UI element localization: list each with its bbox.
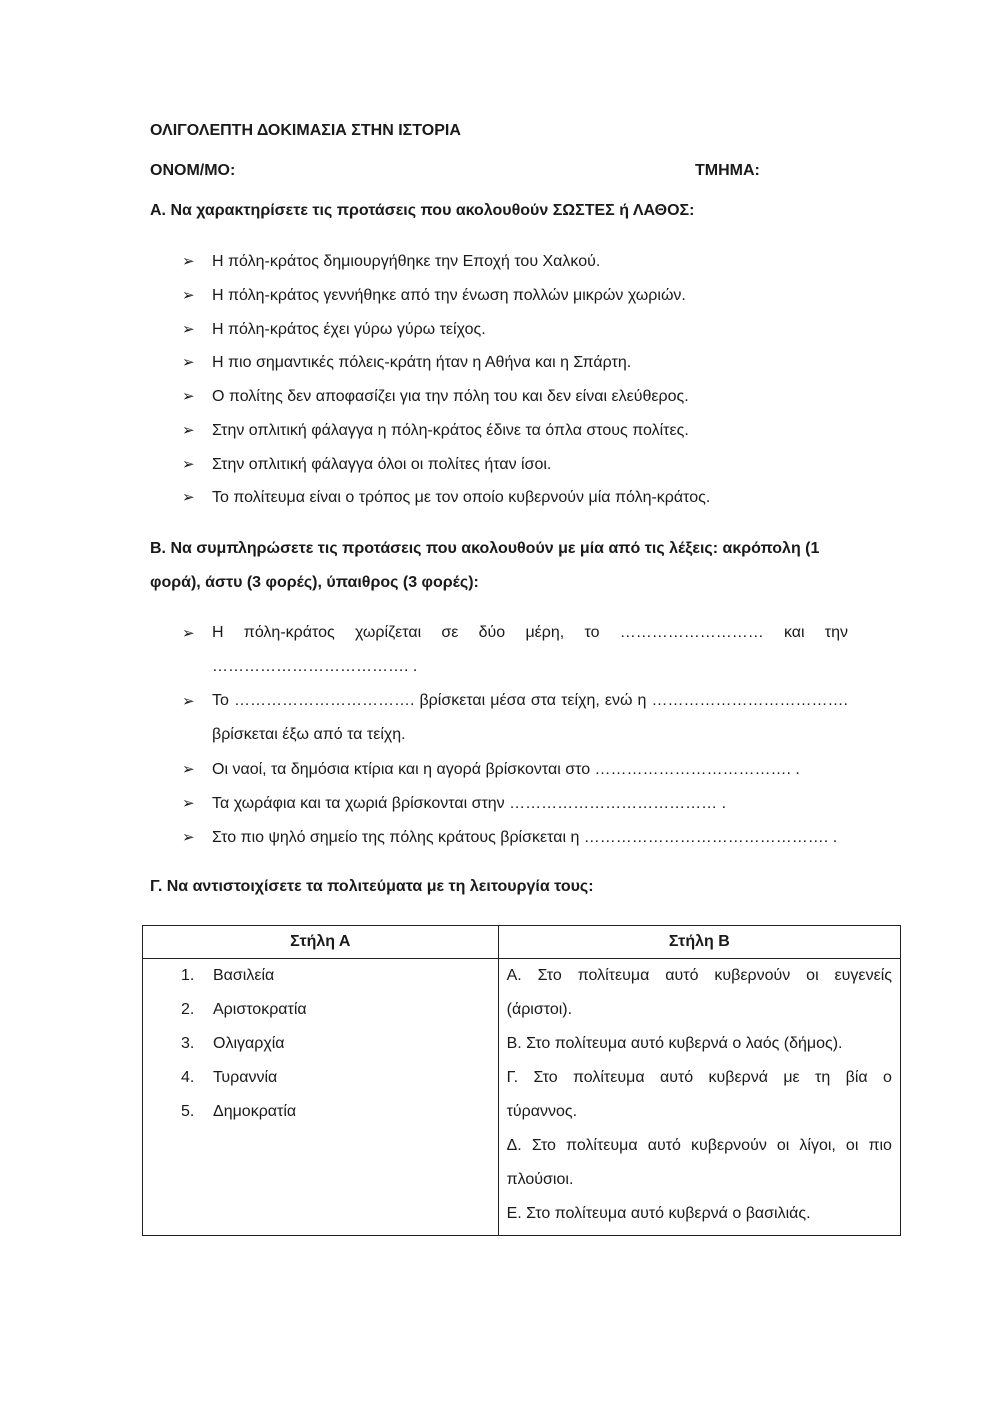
table-row: 4. Τυραννία — [181, 1069, 278, 1086]
word: οι — [776, 1137, 790, 1154]
list-item: ➢ Η πόλη-κράτος δημιουργήθηκε την Εποχή του Χαλκού. — [182, 253, 601, 270]
list-item: ➢ Στην οπλιτική φάλαγγα όλοι οι πολίτες ήταν ίσοι. — [182, 456, 552, 473]
table-row: 1. Βασιλεία — [181, 967, 275, 984]
list-item: ➢ Ο πολίτης δεν αποφασίζει για την πόλη του και δεν είναι ελεύθερος. — [182, 388, 689, 405]
word: με — [783, 1069, 800, 1086]
word: Στο — [537, 967, 562, 984]
word: πολίτευμα — [566, 1137, 638, 1154]
page-title: ΟΛΙΓΟΛΕΠΤΗ ΔΟΚΙΜΑΣΙΑ ΣΤΗΝ ΙΣΤΟΡΙΑ — [150, 122, 461, 139]
fill-in-line — [212, 624, 848, 642]
word: μέρη, — [525, 624, 565, 641]
word: ενώ — [604, 692, 633, 709]
name-label: ΟΝΟΜ/ΜΟ: — [150, 162, 236, 179]
table-row — [507, 959, 892, 993]
word: ……………………… — [619, 624, 764, 641]
column-b-header: Στήλη Β — [498, 926, 900, 959]
table-row: (άριστοι). — [506, 1001, 573, 1018]
table-row: Ε. Στο πολίτευμα αυτό κυβερνά ο βασιλιάς. — [506, 1205, 811, 1222]
arrow-bullet-icon: ➢ — [182, 795, 195, 812]
word: την — [824, 624, 848, 641]
list-item: ➢ Η πιο σημαντικές πόλεις-κράτη ήταν η Αθήνα και η Σπάρτη. — [182, 354, 632, 371]
column-a-cell — [143, 959, 499, 1236]
word: βρίσκεται — [419, 692, 486, 709]
student-info-row — [150, 162, 765, 180]
word: το — [584, 624, 600, 641]
word: ευγενείς — [834, 967, 892, 984]
table-row — [507, 1129, 892, 1163]
table-row: πλούσιοι. — [506, 1171, 574, 1188]
arrow-bullet-icon: ➢ — [182, 287, 195, 304]
word: αυτό — [659, 1069, 694, 1086]
arrow-bullet-icon: ➢ — [182, 354, 195, 371]
word: Δ. — [506, 1137, 522, 1154]
list-item-arrow — [182, 692, 212, 711]
word: αυτό — [647, 1137, 681, 1154]
word: κυβερνούν — [690, 1137, 767, 1154]
word: τείχη, — [561, 692, 600, 709]
table-row: 3. Ολιγαρχία — [181, 1035, 285, 1052]
word: χωρίζεται — [354, 624, 422, 641]
word: Η — [212, 624, 224, 641]
table-row: τύραννος. — [506, 1103, 578, 1120]
section-b-heading: Β. Να συμπληρώσετε τις προτάσεις που ακολουθούν με μία από τις λέξεις: ακρόπολη (1 — [150, 540, 820, 557]
word: Α. — [506, 967, 522, 984]
word: μέσα — [490, 692, 526, 709]
word: ο — [883, 1069, 892, 1086]
word: πόλη-κράτος — [243, 624, 335, 641]
list-item-arrow — [182, 624, 212, 643]
arrow-bullet-icon: ➢ — [182, 829, 195, 846]
word: Το — [212, 692, 229, 709]
word: οι — [806, 967, 819, 984]
list-item: ➢ Η πόλη-κράτος έχει γύρω γύρω τείχος. — [182, 321, 486, 338]
list-item: ➢ Στο πιο ψηλό σημείο της πόλης κράτους βρίσκεται η ………………………………………. . — [182, 829, 838, 846]
word: βία — [845, 1069, 868, 1086]
arrow-bullet-icon: ➢ — [182, 761, 195, 778]
list-item: ➢ Το πολίτευμα είναι ο τρόπος με τον οποίο κυβερνούν μία πόλη-κράτος. — [182, 489, 711, 506]
class-label: ΤΜΗΜΑ: — [695, 162, 760, 179]
fill-in-blank: ………………………………. . — [212, 658, 418, 675]
arrow-bullet-icon: ➢ — [182, 388, 195, 405]
fill-in-line — [212, 692, 848, 710]
word: ………………………………. — [651, 692, 848, 709]
word: δύο — [478, 624, 506, 641]
arrow-bullet-icon: ➢ — [182, 489, 195, 506]
arrow-bullet-icon: ➢ — [182, 625, 195, 642]
arrow-bullet-icon: ➢ — [182, 422, 195, 439]
table-row: Β. Στο πολίτευμα αυτό κυβερνά ο λαός (δήμος). — [506, 1035, 843, 1052]
word: Στο — [531, 1137, 556, 1154]
word: λίγοι, — [799, 1137, 836, 1154]
word: οι — [845, 1137, 859, 1154]
word: τη — [815, 1069, 831, 1086]
table-row: 2. Αριστοκρατία — [181, 1001, 307, 1018]
matching-table — [142, 925, 901, 1236]
arrow-bullet-icon: ➢ — [182, 321, 195, 338]
list-item: ➢ Τα χωράφια και τα χωριά βρίσκονται στην ………………………………… . — [182, 795, 727, 812]
column-b-cell — [498, 959, 900, 1236]
word: κυβερνούν — [714, 967, 791, 984]
column-a-header: Στήλη Α — [143, 926, 499, 959]
fill-in-continuation: βρίσκεται έξω από τα τείχη. — [212, 726, 406, 743]
word: πολίτευμα — [572, 1069, 645, 1086]
word: στα — [530, 692, 557, 709]
list-item: ➢ Οι ναοί, τα δημόσια κτίρια και η αγορά βρίσκονται στο ………………………………. . — [182, 761, 800, 778]
section-c-heading: Γ. Να αντιστοιχίσετε τα πολιτεύματα με τη λειτουργία τους: — [150, 878, 594, 895]
word: Στο — [533, 1069, 558, 1086]
word: αυτό — [665, 967, 699, 984]
word: ……………………………. — [233, 692, 415, 709]
section-b-heading-cont: φορά), άστυ (3 φορές), ύπαιθρος (3 φορές): — [150, 574, 479, 591]
arrow-bullet-icon: ➢ — [182, 253, 195, 270]
table-row — [507, 1061, 892, 1095]
word: πιο — [868, 1137, 892, 1154]
list-item: ➢ Η πόλη-κράτος γεννήθηκε από την ένωση πολλών μικρών χωριών. — [182, 287, 686, 304]
word: πολίτευμα — [577, 967, 650, 984]
word: σε — [441, 624, 459, 641]
arrow-bullet-icon: ➢ — [182, 456, 195, 473]
table-row: 5. Δημοκρατία — [181, 1103, 297, 1120]
arrow-bullet-icon: ➢ — [182, 693, 195, 710]
section-a-heading: Α. Να χαρακτηρίσετε τις προτάσεις που ακολουθούν ΣΩΣΤΕΣ ή ΛΑΘΟΣ: — [150, 202, 695, 219]
word: Γ. — [506, 1069, 519, 1086]
word: κυβερνά — [708, 1069, 768, 1086]
word: και — [783, 624, 805, 641]
list-item: ➢ Στην οπλιτική φάλαγγα η πόλη-κράτος έδινε τα όπλα στους πολίτες. — [182, 422, 689, 439]
word: η — [637, 692, 647, 709]
